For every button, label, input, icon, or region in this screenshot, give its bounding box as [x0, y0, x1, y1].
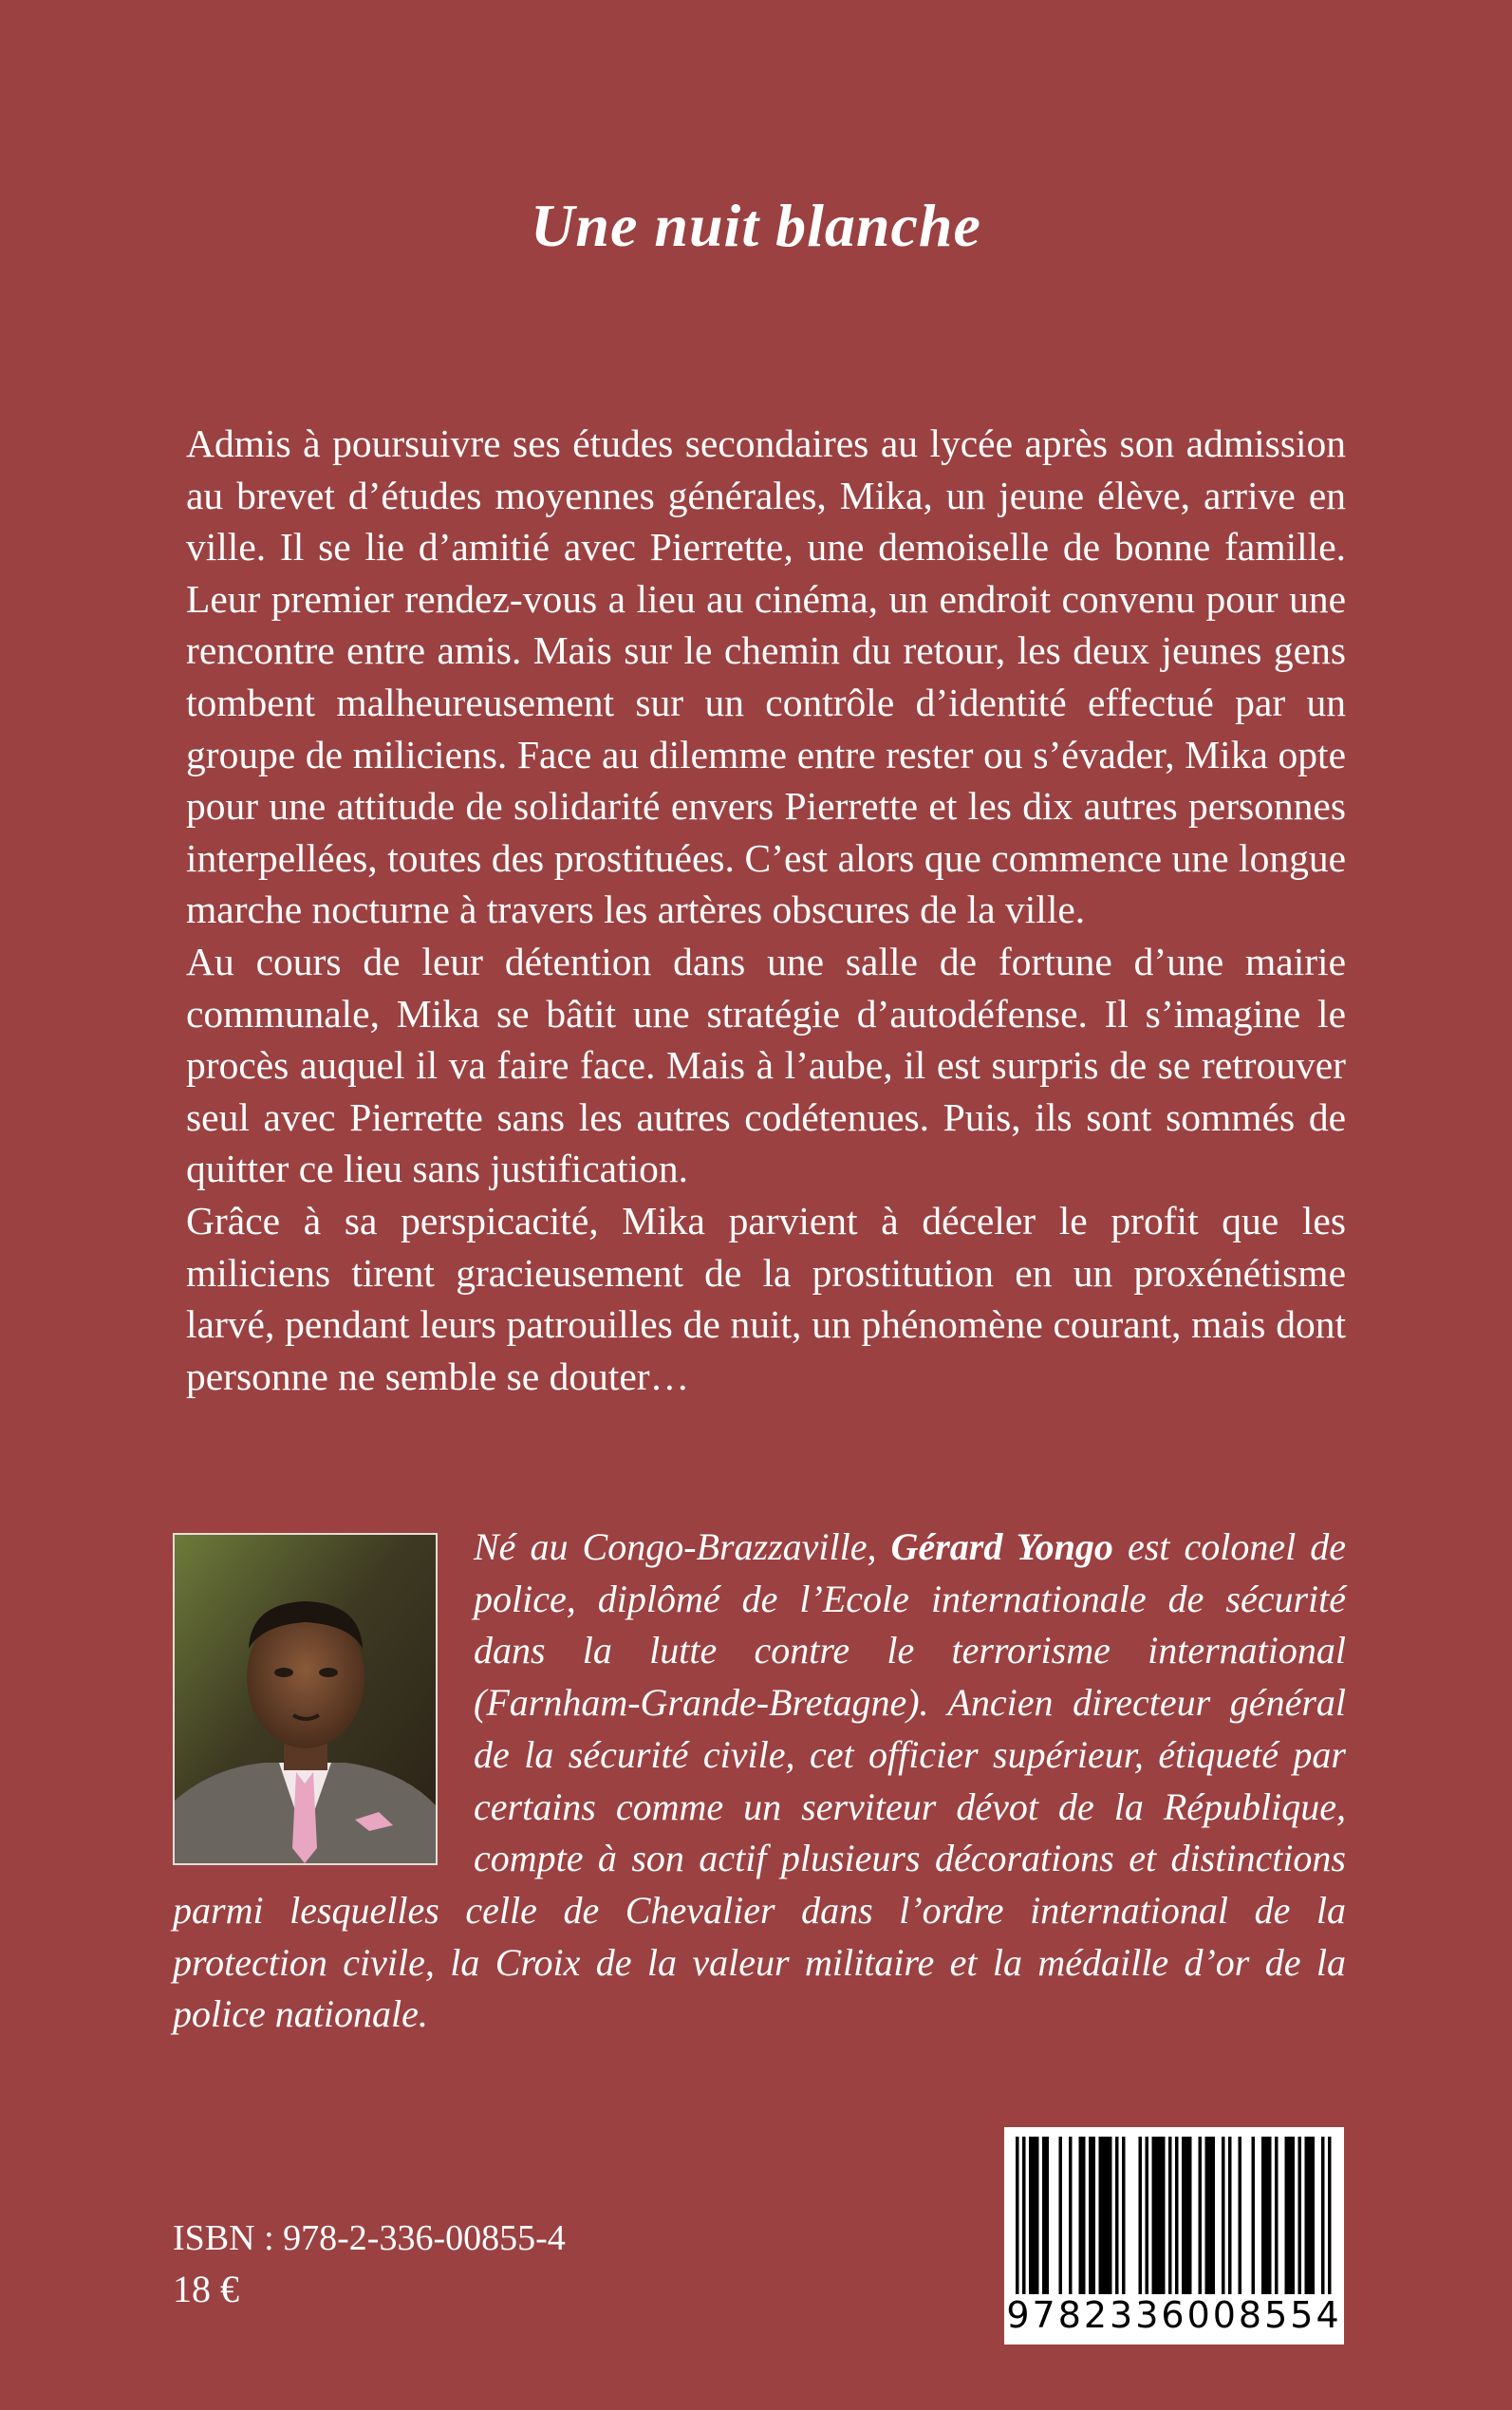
barcode-bar — [1146, 2137, 1149, 2294]
barcode-bar — [1069, 2137, 1073, 2294]
barcode-bar — [1185, 2137, 1189, 2294]
barcode-bar — [1092, 2137, 1096, 2294]
barcode-bar — [1292, 2137, 1296, 2294]
barcode-bar — [1268, 2137, 1272, 2294]
barcode-bar — [1222, 2137, 1225, 2294]
barcode-bar — [1298, 2137, 1302, 2294]
barcode-bar — [1089, 2137, 1092, 2294]
barcode-bar — [1036, 2137, 1039, 2294]
synopsis — [186, 418, 1346, 1402]
synopsis-paragraph: Admis à poursuivre ses études secondaires au lycée après son admission au brevet d’études moyennes générales, Mika, un jeune élève, arrive en ville. Il se lie d’amitié avec Pierrette, une demoiselle de bonne famille. Leur premier rendez-vous a lieu au cinéma, un endroit convenu pour une rencontre entre amis. Mais sur le chemin du retour, les deux jeunes gens tombent malheureusement sur un contrôle d’identité effectué par un groupe de miliciens. Face au dilemme entre rester ou s’évader, Mika opte pour une attitude de solidarité envers Pierrette et les dix autres personnes interpellées, toutes des prostituées. C’est alors que commence une longue marche nocturne à travers les artères obscures de la ville. — [186, 421, 1346, 932]
barcode-bar — [1321, 2137, 1325, 2294]
author-bio — [173, 1522, 1346, 2041]
bio-text-after: est colonel de police, diplômé de l’Ecole internationale de sécurité dans la lutte contre le terrorisme international (Farnham-Grande-Bretagne). Ancien directeur général de la sécurité civile, cet officier supérieur, étiqueté par certains comme un serviteur dévot de la République, compte à son actif plusieurs décorations et distinctions parmi lesquelles celle de Chevalier dans l’ordre international de la protection civile, la Croix de la valeur militaire et la médaille d’or de la police nationale. — [173, 1525, 1347, 2036]
barcode — [1004, 2127, 1344, 2345]
barcode-bar — [1208, 2137, 1212, 2294]
barcode-bar — [1305, 2137, 1309, 2294]
barcode-bar — [1016, 2137, 1019, 2294]
barcode-bar — [1162, 2137, 1166, 2294]
barcode-bar — [1188, 2137, 1192, 2294]
barcode-bar — [1308, 2137, 1312, 2294]
barcode-bar — [1115, 2137, 1119, 2294]
barcode-bar — [1159, 2137, 1163, 2294]
barcode-bars — [1004, 2127, 1344, 2294]
barcode-bar — [1042, 2137, 1046, 2294]
barcode-bar — [1079, 2137, 1083, 2294]
book-title: Une nuit blanche — [531, 192, 981, 259]
barcode-bar — [1082, 2137, 1086, 2294]
barcode-bar — [1122, 2137, 1126, 2294]
barcode-bar — [1199, 2137, 1203, 2294]
author-photo — [173, 1533, 438, 1865]
barcode-bar — [1029, 2137, 1033, 2294]
synopsis-paragraph: Au cours de leur détention dans une salle de fortune d’une mairie communale, Mika se bâtit une stratégie d’autodéfense. Il s’imagine le procès auquel il va faire face. Mais à l’aube, il est surpris de se retrouver seul avec Pierrette sans les autres codétenues. Puis, ils sont sommés de quitter ce lieu sans justification. — [186, 939, 1346, 1191]
barcode-bar — [1228, 2137, 1232, 2294]
barcode-bar — [1275, 2137, 1279, 2294]
barcode-bar — [1022, 2137, 1026, 2294]
bio-text-before: Né au Congo-Brazzaville, — [474, 1525, 891, 1568]
barcode-bar — [1046, 2137, 1050, 2294]
barcode-bar — [1168, 2137, 1172, 2294]
barcode-bar — [1033, 2137, 1036, 2294]
barcode-bar — [1252, 2137, 1256, 2294]
barcode-bar — [1205, 2137, 1209, 2294]
barcode-bar — [1152, 2137, 1156, 2294]
barcode-bar — [1288, 2137, 1292, 2294]
barcode-bar — [1312, 2137, 1316, 2294]
barcode-bar — [1239, 2137, 1242, 2294]
synopsis-paragraph: Grâce à sa perspicacité, Mika parvient à déceler le profit que les miliciens tirent gracieusement de la prostitution en un proxénétisme larvé, pendant leurs patrouilles de nuit, un phénomène courant, mais dont personne ne semble se douter… — [186, 1198, 1346, 1398]
barcode-bar — [1155, 2137, 1159, 2294]
barcode-bar — [1106, 2137, 1110, 2294]
barcode-bar — [1109, 2137, 1112, 2294]
barcode-bar — [1212, 2137, 1216, 2294]
barcode-bar — [1265, 2137, 1269, 2294]
barcode-digits: 9782336008554 — [1006, 2294, 1342, 2336]
barcode-bar — [1175, 2137, 1179, 2294]
barcode-bar — [1059, 2137, 1063, 2294]
barcode-bar — [1328, 2137, 1332, 2294]
author-name: Gérard Yongo — [890, 1525, 1113, 1568]
barcode-bar — [1102, 2137, 1106, 2294]
price: 18 € — [173, 2268, 239, 2310]
barcode-bar — [1099, 2137, 1103, 2294]
barcode-bar — [1182, 2137, 1185, 2294]
barcode-bar — [1261, 2137, 1265, 2294]
barcode-bar — [1285, 2137, 1289, 2294]
isbn: ISBN : 978-2-336-00855-4 — [173, 2218, 566, 2258]
barcode-bar — [1139, 2137, 1143, 2294]
